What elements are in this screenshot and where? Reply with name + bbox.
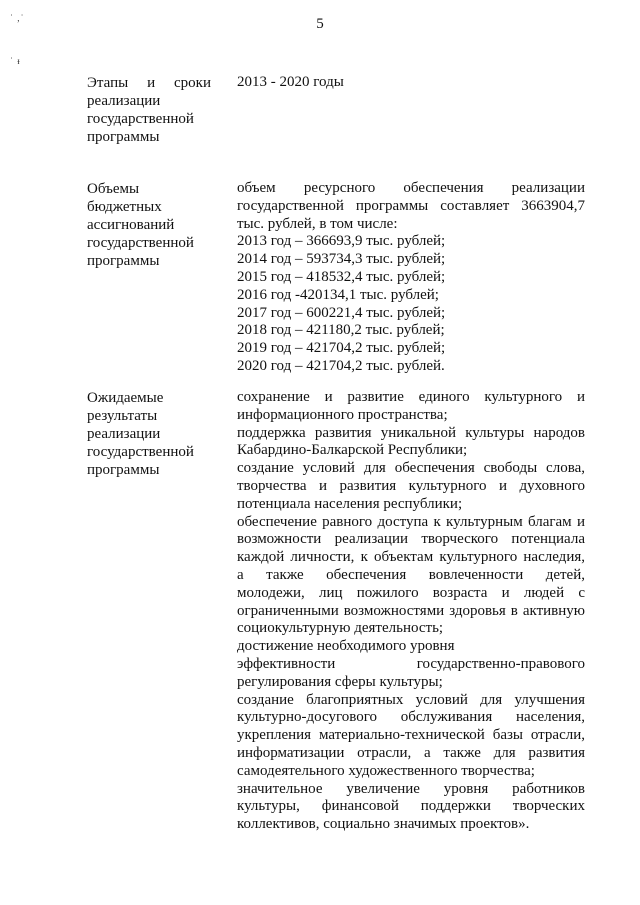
label-line: Ожидаемые <box>87 390 164 406</box>
content-line: объем ресурсного обеспечения реализации <box>237 180 585 196</box>
content-line: 2018 год – 421180,2 тыс. рублей; <box>237 322 445 339</box>
content-line: укрепления материально-технической базы отрасли, <box>237 727 585 744</box>
content-line: государственной программы составляет 3663904,7 <box>237 197 585 214</box>
label-line: Этапы и сроки <box>87 75 211 91</box>
content-line: 2013 - 2020 годы <box>237 74 344 90</box>
section-content <box>237 180 585 376</box>
content-line: потенциала населения республики; <box>237 495 463 512</box>
scan-artifact-mark: ʿ ,ʾ <box>10 13 25 23</box>
content-line: молодежи, лиц пожилого возраста и людей с <box>237 584 585 601</box>
section-label <box>87 389 211 479</box>
content-line: поддержка развития уникальной культуры народов <box>237 424 585 441</box>
content-line: 2013 год – 366693,9 тыс. рублей; <box>237 233 446 250</box>
content-line: ограниченными возможностями здоровья в активную <box>237 602 585 619</box>
label-line: программы <box>87 129 160 145</box>
section-label <box>87 180 211 270</box>
content-line: создание благоприятных условий для улучшения <box>237 691 585 708</box>
scan-artifact-mark: ˙ ᵻ <box>10 56 21 66</box>
label-line: ассигнований <box>87 217 175 233</box>
label-line: реализации <box>87 426 161 442</box>
content-line: 2020 год – 421704,2 тыс. рублей. <box>237 357 445 374</box>
section-content <box>237 389 585 834</box>
content-line: достижение необходимого уровня <box>237 638 455 655</box>
content-line: эффективности государственно-правового <box>237 655 585 672</box>
content-line: Кабардино-Балкарской Республики; <box>237 442 468 459</box>
content-line: 2016 год -420134,1 тыс. рублей; <box>237 286 439 303</box>
content-line: каждой личности, к объектам культурного наследия, <box>237 549 585 566</box>
content-line: культурно-досугового обслуживания населения, <box>237 709 585 726</box>
section-label <box>87 74 211 146</box>
label-line: реализации <box>87 93 161 109</box>
label-line: государственной <box>87 111 194 127</box>
label-line: Объемы <box>87 181 140 197</box>
label-line: программы <box>87 253 160 269</box>
content-line: коллективов, социально значимых проектов». <box>237 816 530 833</box>
content-line: обеспечение равного доступа к культурным благам и <box>237 513 585 530</box>
content-line: 2017 год – 600221,4 тыс. рублей; <box>237 304 446 321</box>
content-line: а также обеспечения вовлеченности детей, <box>237 566 585 583</box>
content-line: сохранение и развитие единого культурного и <box>237 389 585 405</box>
content-line: 2015 год – 418532,4 тыс. рублей; <box>237 268 446 285</box>
content-line: возможности реализации творческого потенциала <box>237 531 585 548</box>
content-line: регулирования сферы культуры; <box>237 673 443 690</box>
label-line: государственной <box>87 444 194 460</box>
label-line: бюджетных <box>87 199 162 215</box>
content-line: 2019 год – 421704,2 тыс. рублей; <box>237 340 446 357</box>
label-line: результаты <box>87 408 158 424</box>
section-content <box>237 74 585 92</box>
content-line: значительное увеличение уровня работников <box>237 780 585 797</box>
content-line: самодеятельного художественного творчества; <box>237 762 535 779</box>
content-line: культуры, финансовой поддержки творческих <box>237 798 585 815</box>
content-line: тыс. рублей, в том числе: <box>237 215 398 232</box>
content-line: информатизации отрасли, а также для развития <box>237 744 585 761</box>
content-line: создание условий для обеспечения свободы слова, <box>237 460 585 477</box>
content-line: 2014 год – 593734,3 тыс. рублей; <box>237 251 446 268</box>
label-line: программы <box>87 462 160 478</box>
content-line: творчества и развития культурного и духовного <box>237 477 585 494</box>
label-line: государственной <box>87 235 194 251</box>
page-number: 5 <box>316 16 324 32</box>
content-line: информационного пространства; <box>237 406 448 423</box>
content-line: социокультурную деятельность; <box>237 620 444 637</box>
